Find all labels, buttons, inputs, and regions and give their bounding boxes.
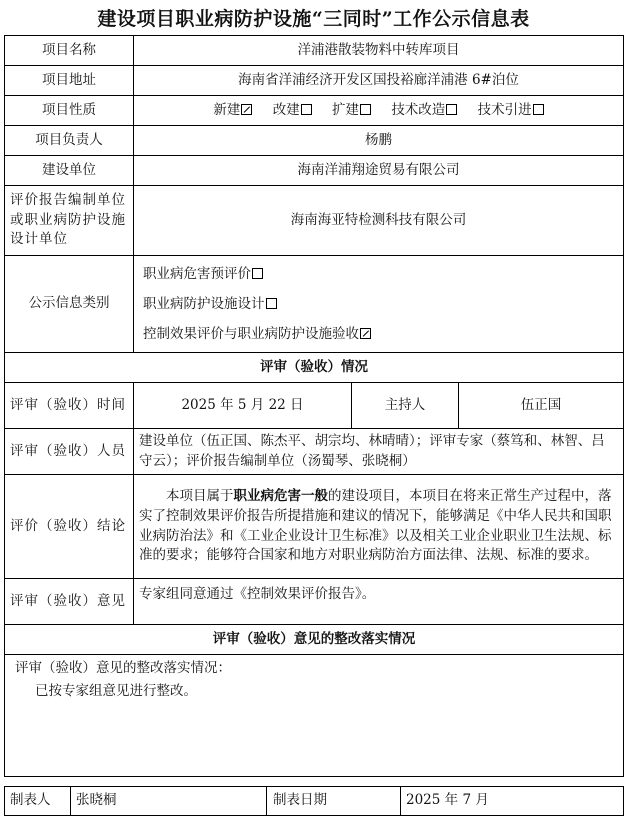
footer-row (5, 787, 624, 816)
maker-value: 张晓桐 (71, 787, 267, 816)
disclosure-form-table (4, 35, 624, 777)
row-review-personnel (5, 429, 624, 475)
row-project-address (5, 66, 624, 96)
rectification-heading-line: 评审（验收）意见的整改落实情况： (15, 660, 231, 676)
nature-new-checkbox[interactable] (241, 104, 252, 115)
facility-design-checkbox[interactable] (266, 298, 277, 309)
review-section-title: 评审（验收）情况 (5, 353, 624, 383)
person-in-charge-value: 杨鹏 (134, 126, 624, 156)
nature-option-tech-upgrade[interactable]: 技术改造 (391, 102, 457, 118)
category-option-facility-design[interactable]: 职业病防护设施设计 (139, 289, 618, 319)
project-name-label: 项目名称 (5, 36, 134, 66)
rectification-status-line: 已按专家组意见进行整改。 (35, 682, 197, 699)
nature-option-new[interactable]: 新建 (213, 102, 252, 118)
project-nature-options (134, 96, 624, 126)
report-unit-label: 评价报告编制单位或职业病防护设施设计单位 (5, 186, 134, 256)
category-option-pre-evaluation[interactable]: 职业病危害预评价 (139, 259, 618, 289)
rectification-section-title: 评审（验收）意见的整改落实情况 (5, 625, 624, 655)
row-project-name (5, 36, 624, 66)
review-personnel-label: 评审（验收）人员 (5, 429, 134, 475)
project-address-value: 海南省洋浦经济开发区国投裕廊洋浦港 6#泊位 (134, 66, 624, 96)
construction-unit-value: 海南洋浦翔途贸易有限公司 (134, 156, 624, 186)
page-title: 建设项目职业病防护设施“三同时”工作公示信息表 (97, 8, 530, 30)
review-conclusion-value: 本项目属于职业病危害一般的建设项目，本项目在将来正常生产过程中，落实了控制效果评价报告所提措施和建议的情况下，能够满足《中华人民共和国职业病防治法》和《工业企业设计卫生标准》以及相关工业企业职业卫生法规、标准的要求；能够符合国家和地方对职业病防治方面法律、法规、标准的要求。 (134, 475, 624, 579)
review-time-value: 2025 年 5 月 22 日 (134, 383, 352, 429)
review-opinion-label: 评审（验收）意见 (5, 579, 134, 625)
report-unit-value: 海南海亚特检测科技有限公司 (134, 186, 624, 256)
row-review-opinion (5, 579, 624, 625)
nature-expand-checkbox[interactable] (360, 104, 371, 115)
nature-tech-upgrade-checkbox[interactable] (446, 104, 457, 115)
nature-option-tech-import[interactable]: 技术引进 (478, 102, 544, 118)
project-address-label: 项目地址 (5, 66, 134, 96)
row-rectification-body (5, 655, 624, 777)
rectification-body (5, 655, 624, 777)
row-review-conclusion (5, 475, 624, 579)
pre-evaluation-checkbox[interactable] (252, 268, 263, 279)
row-person-in-charge (5, 126, 624, 156)
host-label: 主持人 (352, 383, 459, 429)
date-label: 制表日期 (267, 787, 401, 816)
row-category (5, 256, 624, 353)
review-conclusion-label: 评价（验收）结论 (5, 475, 134, 579)
footer-table (4, 786, 624, 816)
category-label: 公示信息类别 (5, 256, 134, 353)
nature-rebuild-checkbox[interactable] (301, 104, 312, 115)
construction-unit-label: 建设单位 (5, 156, 134, 186)
nature-option-expand[interactable]: 扩建 (332, 102, 371, 118)
category-options (134, 256, 624, 353)
project-nature-label: 项目性质 (5, 96, 134, 126)
row-report-unit (5, 186, 624, 256)
person-in-charge-label: 项目负责人 (5, 126, 134, 156)
row-rectification-section (5, 625, 624, 655)
hazard-level-text: 职业病危害一般 (233, 488, 328, 505)
review-personnel-value: 建设单位（伍正国、陈杰平、胡宗均、林晴晴）；评审专家（蔡笃和、林智、吕守云）；评价报告编制单位（汤蜀琴、张晓桐） (134, 429, 624, 475)
date-value: 2025 年 7 月 (401, 787, 624, 816)
row-construction-unit (5, 156, 624, 186)
category-option-control-effect[interactable]: 控制效果评价与职业病防护设施验收 (139, 319, 618, 349)
row-review-time (5, 383, 624, 429)
row-review-section (5, 353, 624, 383)
nature-tech-import-checkbox[interactable] (533, 104, 544, 115)
maker-label: 制表人 (5, 787, 71, 816)
control-effect-checkbox[interactable] (360, 328, 371, 339)
project-name-value: 洋浦港散装物料中转库项目 (134, 36, 624, 66)
nature-option-rebuild[interactable]: 改建 (273, 102, 312, 118)
review-time-label: 评审（验收）时间 (5, 383, 134, 429)
row-project-nature (5, 96, 624, 126)
review-opinion-value: 专家组同意通过《控制效果评价报告》。 (134, 579, 624, 625)
host-value: 伍正国 (459, 383, 624, 429)
